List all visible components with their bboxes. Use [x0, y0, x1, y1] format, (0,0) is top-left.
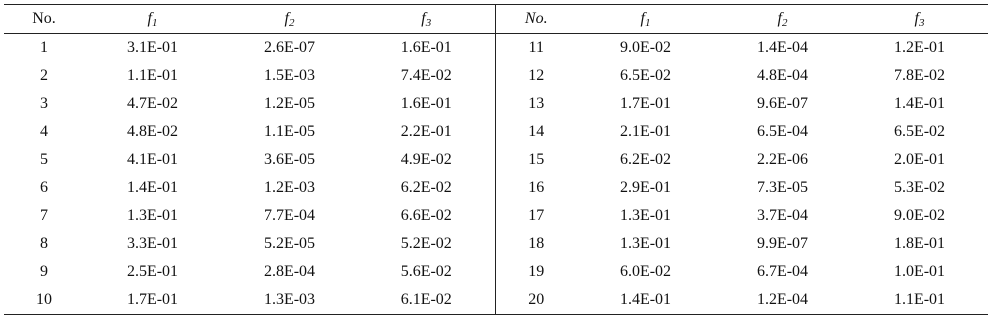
cell-f1-left: 4.7E-02	[126, 95, 179, 112]
cell-f2-right: 6.7E-04	[756, 263, 809, 280]
cell-f1-left: 1.3E-01	[126, 207, 179, 224]
table-row	[4, 230, 988, 258]
header-no-left: No.	[32, 10, 56, 27]
cell-f3-left: 1.6E-01	[358, 90, 495, 118]
cell-no-left: 4	[40, 123, 48, 140]
cell-f2-right: 2.2E-06	[756, 151, 809, 168]
cell-no-right: 16	[528, 179, 545, 196]
cell-f3-left: 5.6E-02	[358, 258, 495, 286]
cell-f2-left: 2.6E-07	[263, 39, 316, 56]
cell-f2-right: 9.6E-07	[756, 95, 809, 112]
header-f3-right: $f_3$	[914, 10, 925, 29]
cell-f1-right: 1.3E-01	[619, 207, 672, 224]
cell-no-right: 12	[528, 67, 545, 84]
cell-f1-right: 2.9E-01	[619, 179, 672, 196]
table-row	[4, 146, 988, 174]
cell-f2-right: 6.5E-04	[756, 123, 809, 140]
cell-no-left: 8	[40, 235, 48, 252]
table-row	[4, 174, 988, 202]
table-row	[4, 90, 988, 118]
cell-f2-right: 3.7E-04	[756, 207, 809, 224]
cell-no-left: 10	[36, 291, 52, 308]
cell-f1-left: 4.8E-02	[126, 123, 179, 140]
cell-f2-left: 3.6E-05	[263, 151, 316, 168]
cell-no-left: 3	[40, 95, 48, 112]
header-f1-left: $f_1$	[147, 10, 158, 29]
cell-f3-right: 9.0E-02	[893, 207, 946, 224]
cell-no-right: 19	[528, 263, 545, 280]
cell-f3-right: 1.4E-01	[893, 95, 946, 112]
cell-no-left: 2	[40, 67, 48, 84]
cell-no-left: 9	[40, 263, 48, 280]
cell-f1-left: 4.1E-01	[126, 151, 179, 168]
cell-f1-right: 6.2E-02	[619, 151, 672, 168]
cell-f2-left: 1.1E-05	[263, 123, 316, 140]
cell-f3-right: 1.0E-01	[893, 263, 946, 280]
cell-f3-right: 2.0E-01	[893, 151, 946, 168]
cell-f1-right: 9.0E-02	[619, 39, 672, 56]
cell-f3-left: 6.2E-02	[358, 174, 495, 202]
cell-f2-right: 1.2E-04	[756, 291, 809, 308]
table-row	[4, 34, 988, 63]
cell-f1-right: 6.0E-02	[619, 263, 672, 280]
cell-f3-left: 6.6E-02	[358, 202, 495, 230]
cell-no-right: 11	[528, 39, 544, 56]
header-f2-right: $f_2$	[777, 10, 788, 29]
cell-f1-left: 2.5E-01	[126, 263, 179, 280]
cell-f3-right: 1.1E-01	[893, 291, 946, 308]
cell-f3-left: 2.2E-01	[358, 118, 495, 146]
cell-f3-right: 5.3E-02	[893, 179, 946, 196]
cell-f2-left: 1.2E-03	[263, 179, 316, 196]
cell-f1-right: 1.7E-01	[619, 95, 672, 112]
table-row	[4, 286, 988, 315]
header-f1-right: $f_1$	[640, 10, 651, 29]
cell-no-left: 5	[40, 151, 48, 168]
cell-f3-left: 5.2E-02	[358, 230, 495, 258]
cell-no-left: 1	[40, 39, 48, 56]
cell-f3-right: 6.5E-02	[893, 123, 946, 140]
cell-f2-left: 1.2E-05	[263, 95, 316, 112]
cell-no-left: 7	[40, 207, 48, 224]
cell-f3-right: 7.8E-02	[893, 67, 946, 84]
cell-f1-left: 1.1E-01	[126, 67, 179, 84]
header-f3-left: $f_3$	[358, 5, 495, 34]
cell-f3-left: 1.6E-01	[358, 34, 495, 63]
cell-f2-left: 1.3E-03	[263, 291, 316, 308]
cell-f2-right: 9.9E-07	[756, 235, 809, 252]
cell-f1-right: 1.3E-01	[619, 235, 672, 252]
cell-f3-right: 1.2E-01	[893, 39, 946, 56]
cell-no-right: 17	[528, 207, 545, 224]
cell-f3-left: 7.4E-02	[358, 62, 495, 90]
table-body	[4, 34, 988, 315]
cell-no-right: 14	[528, 123, 545, 140]
cell-no-right: 18	[528, 235, 545, 252]
cell-no-right: 13	[528, 95, 545, 112]
results-table	[4, 4, 988, 315]
cell-f1-right: 2.1E-01	[619, 123, 672, 140]
table-row	[4, 118, 988, 146]
header-f2-left: $f_2$	[284, 10, 295, 29]
cell-no-right: 15	[528, 151, 545, 168]
cell-f2-left: 2.8E-04	[263, 263, 316, 280]
header-no-right: No.	[524, 10, 548, 27]
table-row	[4, 202, 988, 230]
cell-f2-right: 1.4E-04	[756, 39, 809, 56]
cell-f1-left: 1.7E-01	[126, 291, 179, 308]
cell-f1-left: 3.1E-01	[126, 39, 179, 56]
cell-no-left: 6	[40, 179, 48, 196]
cell-f1-left: 1.4E-01	[126, 179, 179, 196]
cell-f3-left: 6.1E-02	[358, 286, 495, 315]
cell-f1-right: 6.5E-02	[619, 67, 672, 84]
cell-f2-left: 5.2E-05	[263, 235, 316, 252]
cell-f3-left: 4.9E-02	[358, 146, 495, 174]
table-row	[4, 62, 988, 90]
cell-f3-right: 1.8E-01	[893, 235, 946, 252]
cell-no-right: 20	[528, 291, 545, 308]
cell-f1-right: 1.4E-01	[619, 291, 672, 308]
cell-f2-right: 4.8E-04	[756, 67, 809, 84]
header-row	[4, 5, 988, 34]
table-row	[4, 258, 988, 286]
cell-f2-left: 7.7E-04	[263, 207, 316, 224]
cell-f1-left: 3.3E-01	[126, 235, 179, 252]
cell-f2-left: 1.5E-03	[263, 67, 316, 84]
cell-f2-right: 7.3E-05	[756, 179, 809, 196]
